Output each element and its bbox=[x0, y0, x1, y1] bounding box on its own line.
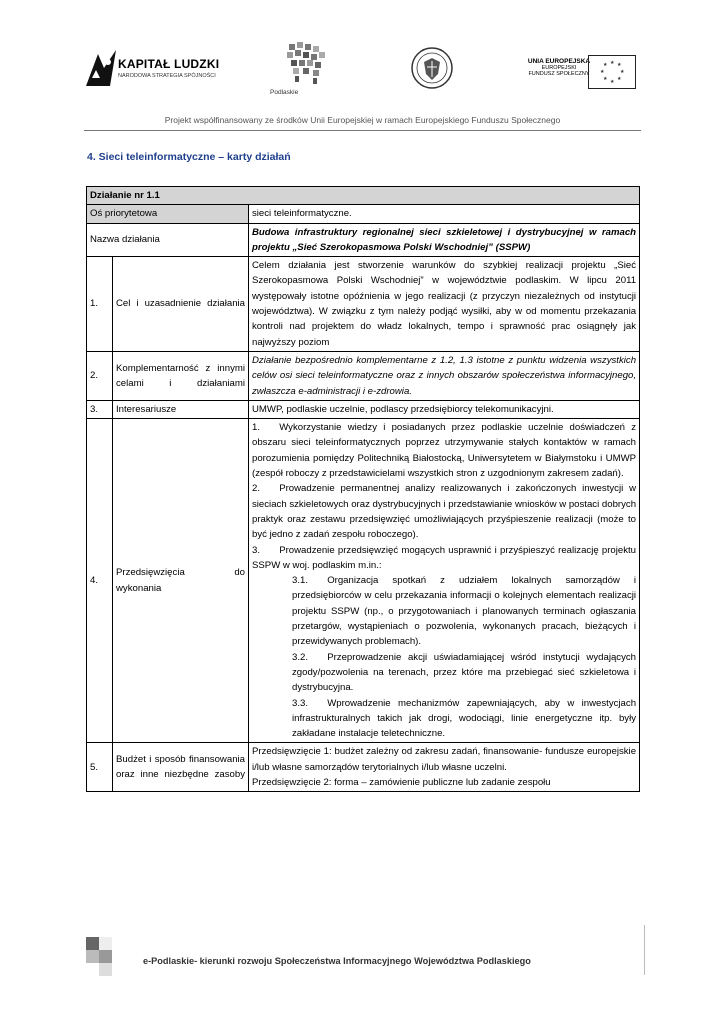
list-item: 1. Wykorzystanie wiedzy i posiadanych przez podlaskie uczelnie doświadczeń z obszaru sieci teleinformatycznych poprzez utrzymywanie stałych kontaktów w ramach porozumienia pomiędzy Politechniką Białostocką, Uniwersytetem w Białymstoku i UMWP (zespół roboczy z przedstawicielami wszystkich stron z uzgodnionym zakresem zadań). bbox=[252, 422, 637, 480]
header-divider bbox=[84, 130, 641, 131]
ue-line3: FUNDUSZ SPOŁECZNY bbox=[528, 71, 590, 77]
row-label: Cel i uzasadnienie działania bbox=[113, 257, 249, 352]
table-title-row bbox=[87, 187, 640, 205]
table-row bbox=[87, 257, 640, 352]
table-row bbox=[87, 223, 640, 257]
row-text: Działanie bezpośrednio komplementarne z 1.2, 1.3 istotne z punktu widzenia wszystkich celów osi sieci teleinformatyczne oraz z innych obszarów społeczeństwa informacyjnego, zwłaszcza e-administracji i e-zdrowia. bbox=[249, 351, 640, 400]
table-title: Działanie nr 1.1 bbox=[87, 187, 640, 205]
svg-text:★: ★ bbox=[617, 62, 622, 68]
svg-text:★: ★ bbox=[603, 76, 608, 82]
svg-text:★: ★ bbox=[610, 60, 615, 66]
nazwa-value: Budowa infrastruktury regionalnej sieci szkieletowej i dystrybucyjnej w ramach projektu „Sieć Szerokopasmowa Polski Wschodniej” (SSPW) bbox=[249, 223, 640, 257]
university-seal-icon bbox=[410, 46, 454, 90]
row-label: Komplementarność z innymi celami i działaniami bbox=[113, 351, 249, 400]
svg-text:★: ★ bbox=[610, 79, 615, 85]
svg-text:★: ★ bbox=[600, 69, 605, 75]
sub-list-item: 3.1. Organizacja spotkań z udziałem lokalnych samorządów i przedsiębiorców w celu przekazania informacji o kolejnych elementach realizacji projektu SSPW (np., o przygotowaniach i planowanych terminach ogłaszania przetargów, wystąpieniach o pozwolenia, wykonanych pracach, bieżących i przewidywanych problemach). bbox=[292, 575, 637, 648]
eu-flag-icon bbox=[588, 55, 636, 89]
row-number: 2. bbox=[87, 351, 113, 400]
row-number: 3. bbox=[87, 400, 113, 418]
sub-list-item: 3.3. Wprowadzenie mechanizmów zapewniających, aby w inwestycjach infrastrukturalnych takich jak drogi, wodociągi, linie energetyczne itp. były zakładane instalacje teletechniczne. bbox=[292, 697, 637, 740]
svg-text:★: ★ bbox=[603, 62, 608, 68]
os-label: Oś priorytetowa bbox=[87, 205, 249, 223]
ue-line1: UNIA EUROPEJSKA bbox=[527, 58, 591, 65]
footer-square bbox=[99, 950, 112, 963]
list-item: 3. Prowadzenie przedsięwzięć mogących usprawnić i przyśpieszyć realizację projektu SSPW w woj. podlaskim m.in.: bbox=[252, 544, 637, 571]
svg-text:★: ★ bbox=[620, 69, 625, 75]
podlaskie-label: Podlaskie bbox=[270, 89, 299, 96]
row-number: 1. bbox=[87, 257, 113, 352]
footer-square bbox=[86, 937, 99, 950]
footer-square bbox=[86, 950, 99, 963]
row-label: Budżet i sposób finansowania oraz inne niezbędne zasoby bbox=[113, 743, 249, 792]
project-cofinancing-note: Projekt współfinansowany ze środków Unii Europejskiej w ramach Europejskiego Funduszu Społecznego bbox=[164, 115, 561, 125]
footer-square bbox=[99, 963, 112, 976]
table-row bbox=[87, 419, 640, 743]
header-logos bbox=[80, 40, 640, 100]
section-heading: 4. Sieci teleinformatyczne – karty działań bbox=[87, 151, 291, 163]
action-card-table bbox=[86, 186, 640, 792]
row-label: Interesariusze bbox=[113, 400, 249, 418]
kapital-ludzki-subtitle: NARODOWA STRATEGIA SPÓJNOŚCI bbox=[118, 73, 216, 79]
table-row bbox=[87, 400, 640, 418]
podlaskie-bison-logo-icon bbox=[283, 40, 331, 86]
svg-text:★: ★ bbox=[617, 76, 622, 82]
footer-square bbox=[99, 937, 112, 950]
table-row bbox=[87, 743, 640, 792]
row-number: 5. bbox=[87, 743, 113, 792]
kapital-ludzki-logo-icon bbox=[84, 48, 118, 88]
row-text-cell bbox=[249, 743, 640, 792]
row-text: Przedsięwzięcie 2: forma – zamówienie publiczne lub zadanie zespołu bbox=[252, 776, 551, 788]
row-items-cell bbox=[249, 419, 640, 743]
row-text: Przedsięwzięcie 1: budżet zależny od zakresu zadań, finansowanie- fundusze europejskie i/lub własne samorządów terytorialnych i/lub własne uczelni. bbox=[252, 746, 637, 773]
nazwa-label: Nazwa działania bbox=[87, 223, 249, 257]
row-text: UMWP, podlaskie uczelnie, podlascy przedsiębiorcy telekomunikacyjni. bbox=[249, 400, 640, 418]
footer-title: e-Podlaskie- kierunki rozwoju Społeczeństwa Informacyjnego Województwa Podlaskiego bbox=[143, 956, 531, 966]
row-number: 4. bbox=[87, 419, 113, 743]
sub-list-item: 3.2. Przeprowadzenie akcji uświadamiającej wśród instytucji wydających zgody/pozwolenia na terenach, przez które ma przebiegać sieć szkieletowa i dystrybucyjna. bbox=[292, 651, 637, 694]
ue-line2: EUROPEJSKI bbox=[541, 65, 577, 71]
kapital-ludzki-title: KAPITAŁ LUDZKI bbox=[118, 57, 220, 71]
table-row bbox=[87, 205, 640, 223]
row-label: Przedsięwzięcia do wykonania bbox=[113, 419, 249, 743]
footer-divider bbox=[644, 925, 645, 975]
os-value: sieci teleinformatyczne. bbox=[249, 205, 640, 223]
table-row bbox=[87, 351, 640, 400]
list-item: 2. Prowadzenie permanentnej analizy realizowanych i zakończonych inwestycji w sieciach szkieletowych oraz dystrybucyjnych i przedstawianie wniosków w postaci dobrych praktyk oraz zestawu przedsięwzięć umożliwiających przyśpieszenie realizacji (może to być jedno z zadań zespołu roboczego). bbox=[252, 483, 637, 541]
row-text: Celem działania jest stworzenie warunków do szybkiej realizacji projektu „Sieć Szerokopasmowa Polski Wschodniej” w województwie podlaskim. W lipcu 2011 występowały istotne opóźnienia w jego realizacji (z przyczyn niezależnych od instytucji województwa). W związku z tym należy podjąć wysiłki, aby w od momentu przekazania kontroli nad projektem do władz lokalnych, tempo i sprawność prac osiągnęły jak najwyższy poziom bbox=[249, 257, 640, 352]
